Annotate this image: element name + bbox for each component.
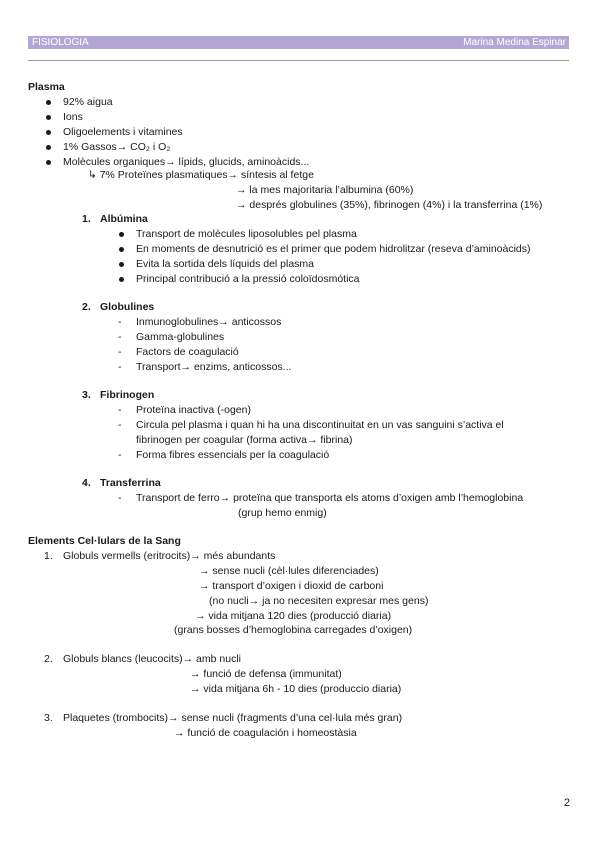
list-item: Inmunoglobulines→ anticossos xyxy=(136,316,282,328)
dash-marker: - xyxy=(118,404,122,416)
plasma-arrow-line: → la mes majoritaria l’albumina (60%) xyxy=(236,184,414,196)
section-number: 1. xyxy=(44,550,53,562)
header-subject: FISIOLOGIA xyxy=(32,37,89,48)
plaquetes-line: Plaquetes (trombocits)→ sense nucli (fragments d’una cel·lula més gran) xyxy=(63,712,403,724)
plasma-arrow-line: → després globulines (35%), fibrinogen (4%) i la transferrina (1%) xyxy=(236,199,543,211)
dash-marker: - xyxy=(118,361,122,373)
list-item-continuation: (grup hemo enmig) xyxy=(238,507,327,519)
plaquetes-line: → funció de coagulación i homeostàsia xyxy=(174,727,357,739)
list-item: 1% Gassos→ CO₂ i O₂ xyxy=(63,141,171,153)
list-item: Circula pel plasma i quan hi ha una discontinuitat en un vas sanguini s’activa el xyxy=(136,419,504,431)
section-number: 2. xyxy=(82,301,91,313)
list-item-continuation: fibrinogen per coagular (forma activa→ fibrina) xyxy=(136,434,353,446)
list-item: 92% aigua xyxy=(63,96,113,108)
header-author: Marina Medina Espinar xyxy=(463,37,566,48)
plasma-heading: Plasma xyxy=(28,81,65,93)
dash-marker: - xyxy=(118,316,122,328)
list-item: En moments de desnutrició es el primer que podem hidrolitzar (reseva d’aminoàcids) xyxy=(136,243,531,255)
dash-marker: - xyxy=(118,331,122,343)
list-item: Transport de ferro→ proteïna que transporta els atoms d’oxigen amb l’hemoglobina xyxy=(136,492,524,504)
section-number: 3. xyxy=(44,712,53,724)
fibrinogen-heading: Fibrinogen xyxy=(100,389,155,401)
section-number: 4. xyxy=(82,477,91,489)
section-number: 2. xyxy=(44,653,53,665)
dash-marker: - xyxy=(118,492,122,504)
plasma-sub-line: ↳ 7% Proteïnes plasmatiques→ síntesis al fetge xyxy=(88,169,314,181)
list-item: Principal contribució a la pressió coloïdosmótica xyxy=(136,273,360,285)
blancs-line: Globuls blancs (leucocits)→ amb nucli xyxy=(63,653,241,665)
elements-heading: Elements Cel·lulars de la Sang xyxy=(28,535,181,547)
section-number: 1. xyxy=(82,213,91,225)
blancs-line: → vida mitjana 6h - 10 dies (produccio diaria) xyxy=(190,683,402,695)
vermells-line: Globuls vermells (eritrocits)→ més abundants xyxy=(63,550,276,562)
list-item: Molècules organiques→ lípids, glucids, aminoàcids... xyxy=(63,156,310,168)
list-item: Forma fibres essencials per la coagulació xyxy=(136,449,330,461)
globulines-heading: Globulines xyxy=(100,301,155,313)
list-item: Proteïna inactiva (-ogen) xyxy=(136,404,251,416)
section-number: 3. xyxy=(82,389,91,401)
list-item: Ions xyxy=(63,111,83,123)
page-header xyxy=(28,36,569,49)
blancs-line: → funció de defensa (immunitat) xyxy=(190,668,342,680)
list-item: Transport de molècules liposolubles pel plasma xyxy=(136,228,357,240)
dash-marker: - xyxy=(118,449,122,461)
vermells-line: (no nucli→ ja no necesiten expresar mes gens) xyxy=(209,595,429,607)
dash-marker: - xyxy=(118,346,122,358)
vermells-line: → sense nucli (cèl·lules diferenciades) xyxy=(199,565,379,577)
list-item: Gamma-globulines xyxy=(136,331,225,343)
list-item: Oligoelements i vitamines xyxy=(63,126,183,138)
vermells-line: (grans bosses d’hemoglobina carregades d’oxigen) xyxy=(174,624,413,636)
list-item: Factors de coagulació xyxy=(136,346,239,358)
list-item: Evita la sortida dels líquids del plasma xyxy=(136,258,315,270)
dash-marker: - xyxy=(118,419,122,431)
page-number: 2 xyxy=(563,797,570,809)
vermells-line: → vida mitjana 120 dies (producció diaria) xyxy=(195,610,392,622)
list-item: Transport→ enzims, anticossos... xyxy=(136,361,292,373)
transferrina-heading: Transferrina xyxy=(100,477,161,489)
albumina-heading: Albúmina xyxy=(100,213,148,225)
vermells-line: → transport d’oxigen i dioxid de carboni xyxy=(199,580,384,592)
header-divider xyxy=(28,60,569,61)
